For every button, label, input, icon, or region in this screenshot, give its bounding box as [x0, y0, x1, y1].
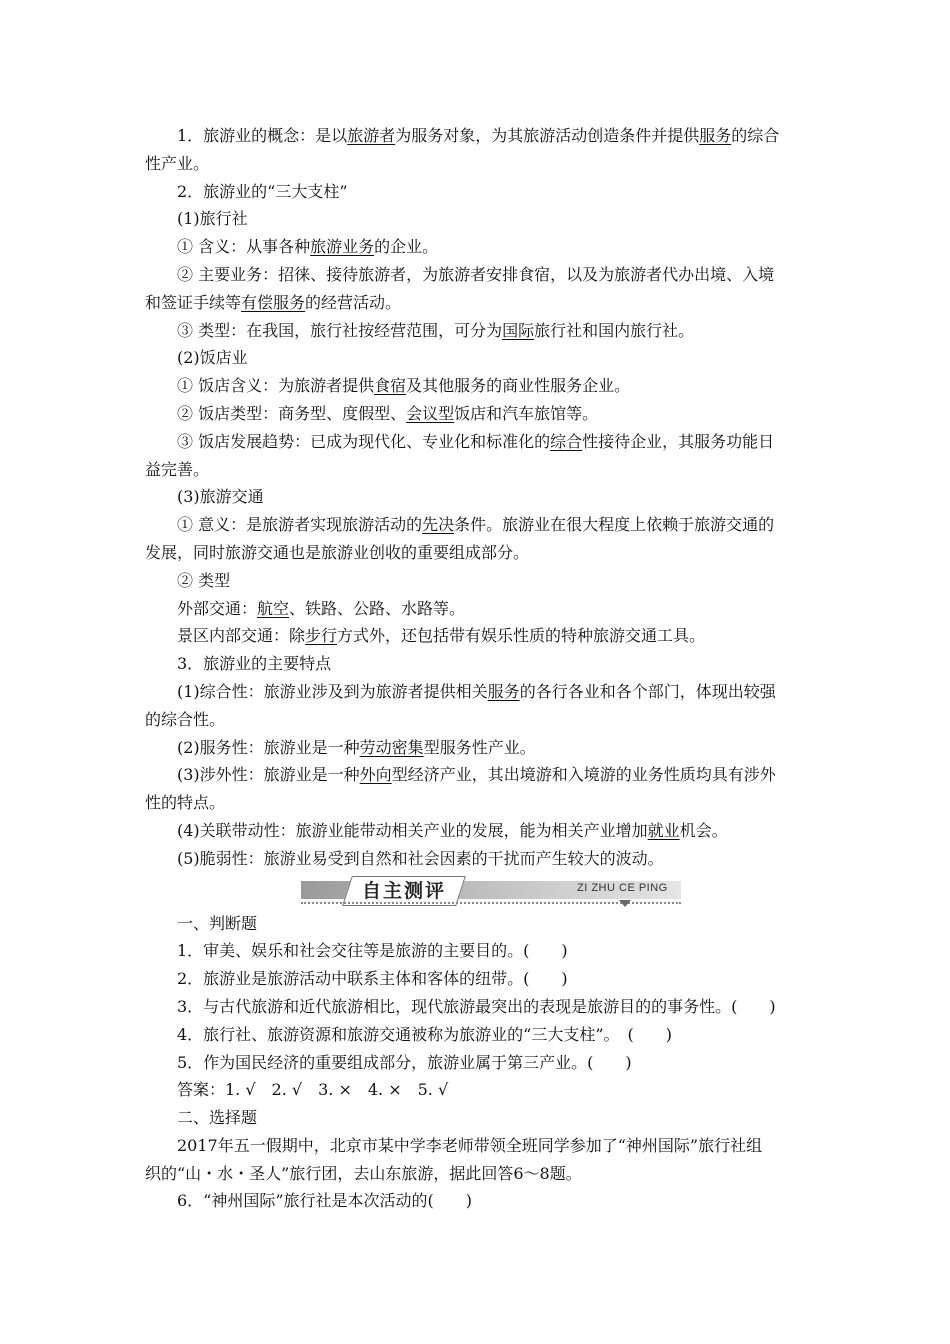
list-item: [145, 678, 809, 706]
underlined-term: 就业: [647, 820, 680, 840]
underlined-term: 食宿: [374, 376, 407, 396]
text: (2)服务性：旅游业是一种: [177, 737, 360, 757]
text: 的综合: [731, 126, 780, 145]
text: 性接待企业，其服务功能日: [582, 431, 775, 451]
text: 为服务对象，为其旅游活动创造条件并提供: [395, 126, 700, 145]
text: 外部交通：: [177, 598, 258, 618]
list-item: [145, 817, 809, 845]
text: ① 意义：是旅游者实现旅游活动的: [177, 515, 423, 535]
text: 的企业。: [374, 237, 439, 257]
paragraph-line: [145, 289, 809, 317]
question: 4．旅行社、旅游资源和旅游交通被称为旅游业的“三大支柱”。 ( ): [177, 1024, 673, 1044]
text: 饭店和汽车旅馆等。: [454, 403, 599, 423]
heading-true-false: 一、判断题: [177, 913, 258, 933]
list-item: [145, 622, 809, 650]
heading-multiple-choice: 二、选择题: [177, 1108, 258, 1128]
list-item: [145, 372, 809, 400]
text: 旅行社和国内旅行社。: [534, 320, 695, 340]
text: 和签证手续等: [145, 292, 242, 312]
text: 景区内部交通：除: [177, 626, 306, 646]
underlined-term: 综合: [550, 431, 583, 451]
list-item: (5)脆弱性：旅游业易受到自然和社会因素的干扰而产生较大的波动。: [177, 848, 664, 868]
heading-three-pillars: 2．旅游业的“三大支柱”: [177, 181, 348, 201]
question-intro: 织的“山・水・圣人”旅行团，去山东旅游，据此回答6～8题。: [145, 1163, 582, 1183]
paragraph-line: 益完善。: [145, 459, 210, 479]
text: 及其他服务的商业性服务企业。: [406, 376, 631, 396]
list-item: [145, 734, 809, 762]
text: ① 饭店含义：为旅游者提供: [177, 376, 375, 396]
list-item: [145, 511, 809, 539]
banner-subtitle: ZI ZHU CE PING: [577, 881, 668, 894]
heading-features: 3．旅游业的主要特点: [177, 654, 332, 674]
question: 1．审美、娱乐和社会交往等是旅游的主要目的。( ): [177, 941, 568, 961]
question: 2．旅游业是旅游活动中联系主体和客体的纽带。( ): [177, 969, 568, 989]
underlined-term: 航空: [257, 598, 290, 618]
underlined-term: 服务: [699, 126, 732, 145]
text: 条件。旅游业在很大程度上依赖于旅游交通的: [454, 515, 775, 535]
list-item: [145, 233, 809, 261]
triangle-icon: [619, 900, 631, 907]
question-intro: 2017年五一假期中，北京市某中学李老师带领全班同学参加了“神州国际”旅行社组: [177, 1135, 763, 1155]
question: 6．“神州国际”旅行社是本次活动的( ): [177, 1191, 473, 1211]
underlined-term: 先决: [422, 515, 455, 535]
text: ③ 饭店发展趋势：已成为现代化、专业化和标准化的: [177, 431, 551, 451]
paragraph-line: 发展，同时旅游交通也是旅游业创收的重要组成部分。: [145, 542, 530, 562]
paragraph-line: 性产业。: [145, 153, 210, 173]
text: ③ 类型：在我国，旅行社按经营范围，可分为: [177, 320, 503, 340]
list-item: [145, 595, 809, 623]
underlined-term: 会议型: [406, 403, 455, 423]
banner-title: 自主测评: [361, 879, 446, 902]
list-item: [145, 761, 809, 789]
text: 型服务性产业。: [423, 737, 536, 757]
list-item: [145, 400, 809, 428]
underlined-term: 有偿服务: [241, 292, 306, 312]
list-item: ② 类型: [177, 570, 231, 590]
text: 型经济产业，其出境游和入境游的业务性质均具有涉外: [391, 765, 776, 785]
text: 1．旅游业的概念：是以: [177, 126, 348, 145]
paragraph-line: 的综合性。: [145, 709, 226, 729]
text: (1)综合性：旅游业涉及到为旅游者提供相关: [177, 681, 488, 701]
text: 方式外，还包括带有娱乐性质的特种旅游交通工具。: [337, 626, 706, 646]
text: (4)关联带动性：旅游业能带动相关产业的发展，能为相关产业增加: [177, 820, 648, 840]
text: 的各行各业和各个部门，体现出较强: [519, 681, 776, 701]
answer-key: 答案：1. √ 2. √ 3. × 4. × 5. √: [177, 1080, 449, 1100]
underlined-term: 服务: [487, 681, 520, 701]
document-body: [145, 122, 809, 1215]
question: 3．与古代旅游和近代旅游相比，现代旅游最突出的表现是旅游目的的事务性。( ): [177, 996, 776, 1016]
underlined-term: 步行: [305, 626, 338, 646]
paragraph-concept: [145, 122, 809, 150]
paragraph-line: 性的特点。: [145, 793, 226, 813]
text: ① 含义：从事各种: [177, 237, 311, 257]
text: 机会。: [679, 820, 728, 840]
question: 5．作为国民经济的重要组成部分，旅游业属于第三产业。( ): [177, 1052, 632, 1072]
underlined-term: 旅游者: [347, 126, 396, 145]
underlined-term: 外向: [359, 765, 392, 785]
underlined-term: 旅游业务: [310, 237, 375, 257]
text: 、铁路、公路、水路等。: [289, 598, 466, 618]
subheading-hotel: (2)饭店业: [177, 348, 248, 368]
text: (3)涉外性：旅游业是一种: [177, 765, 360, 785]
subheading-travel-agency: (1)旅行社: [177, 209, 248, 229]
list-item: [145, 428, 809, 456]
underlined-term: 劳动密集: [359, 737, 424, 757]
underlined-term: 国际: [502, 320, 535, 340]
list-item: [145, 317, 809, 345]
text: 的经营活动。: [305, 292, 402, 312]
subheading-transport: (3)旅游交通: [177, 487, 264, 507]
text: ② 饭店类型：商务型、度假型、: [177, 403, 407, 423]
list-item: ② 主要业务：招徕、接待旅游者，为旅游者安排食宿，以及为旅游者代办出境、入境: [177, 264, 775, 284]
section-banner: [301, 874, 681, 910]
